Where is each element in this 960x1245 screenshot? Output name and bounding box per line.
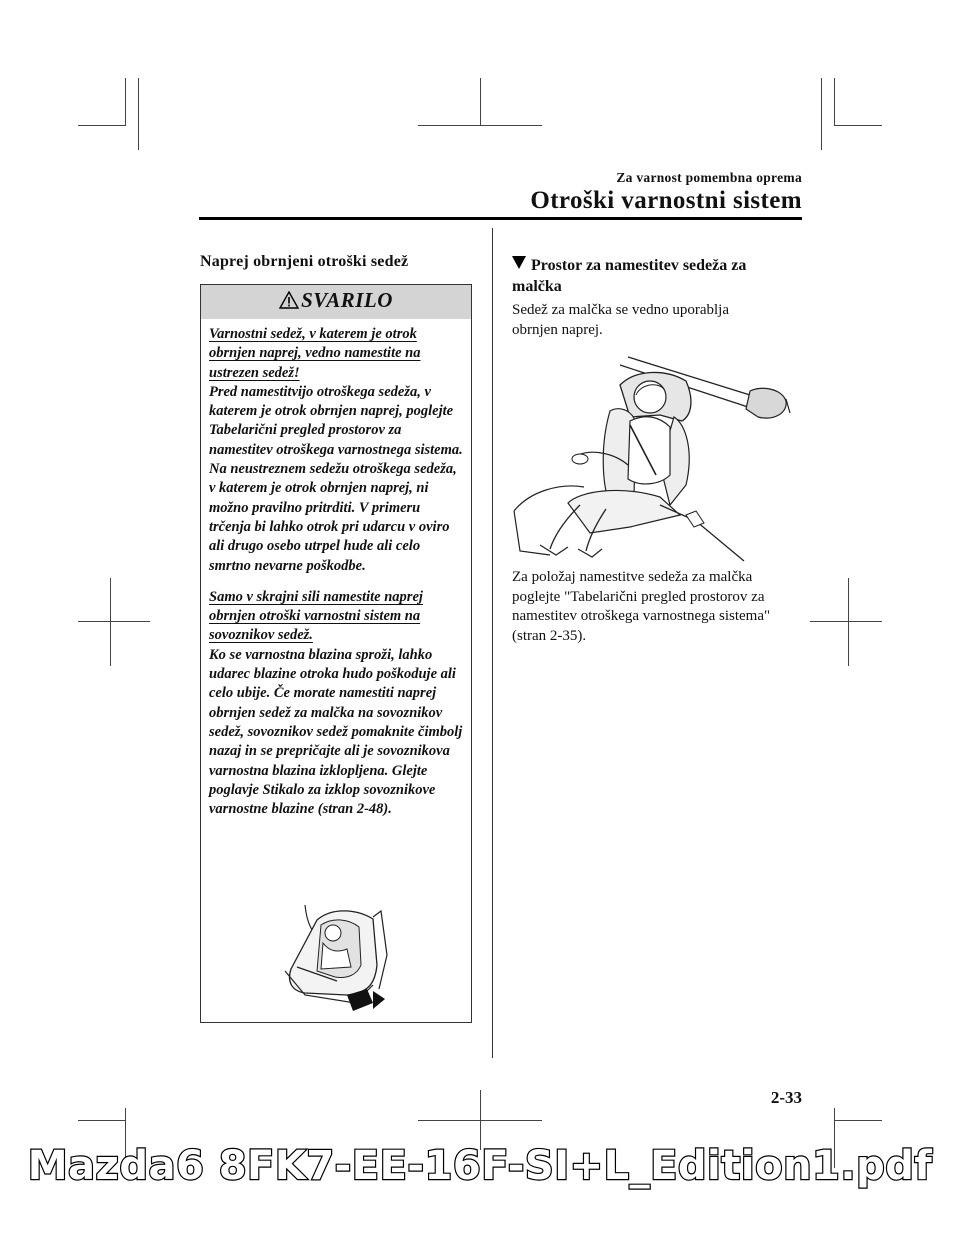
section-title: [512, 255, 792, 297]
section-marker-icon: [512, 256, 526, 269]
warning-p2-body: Ko se varnostna blazina sproži, lahko udarec blazine otroka hudo poškoduje ali celo ubije. Če morate namestiti naprej obrnjen sedež za malčka na sovoznikov sedež, sovoznikov sedež pomaknite čimbolj nazaj in se prepričajte ali je sovoznikova varnostna blazina izklopljena. Glejte poglavje Stikalo za izklop sovoznikove varnostne blazine (stran 2-48).: [209, 646, 463, 818]
subheading: Naprej obrnjeni otroški sedež: [200, 253, 409, 270]
warning-p1-body: Pred namestitvijo otroškega sedeža, v katerem je otrok obrnjen naprej, poglejte Tabelarični pregled prostorov za namestitev otroškega varnostnega sistema. Na neustreznem sedežu otroškega sedeža, v katerem je otrok obrnjen naprej, ni možno pravilno pritrditi. V primeru trčenja bi lahko otrok pri udarcu v oviro ali drugo osebo utrpel hude ali celo smrtno nevarne poškodbe.: [209, 383, 463, 574]
warning-title-text: SVARILO: [301, 288, 393, 312]
section-label: Za varnost pomembna oprema: [616, 170, 802, 185]
page-number: 2-33: [770, 1088, 802, 1107]
footer-filename: Mazda6 8FK7-EE-16F-SI+L_Edition1.pdf: [27, 1143, 933, 1189]
warning-p2-heading: Samo v skrajni sili namestite naprej obrnjen otroški varnostni sistem na sovoznikov sedež.: [209, 588, 423, 644]
page-title: Otroški varnostni sistem: [530, 187, 802, 214]
warning-p1-heading: Varnostni sedež, v katerem je otrok obrnjen naprej, vedno namestite na ustrezen sedež!: [209, 326, 421, 381]
header-rule: [199, 217, 802, 220]
warning-triangle-icon: [279, 290, 299, 315]
warning-box: [200, 284, 472, 1023]
section-title-text: Prostor za namestitev sedeža za malčka: [512, 257, 747, 295]
column-divider: [492, 228, 493, 1058]
warning-text: [209, 325, 464, 819]
booster-seat-illustration: [510, 355, 792, 570]
reference-text: Za položaj namestitve sedeža za malčka poglejte "Tabelarični pregled prostorov za namestitev otroškega varnostnega sistema" (stran 2-35).: [512, 569, 771, 644]
forward-facing-seat-illustration: [277, 895, 395, 1022]
intro-text: Sedež za malčka se vedno uporablja obrnjen naprej.: [512, 302, 729, 338]
warning-title: [201, 288, 471, 315]
